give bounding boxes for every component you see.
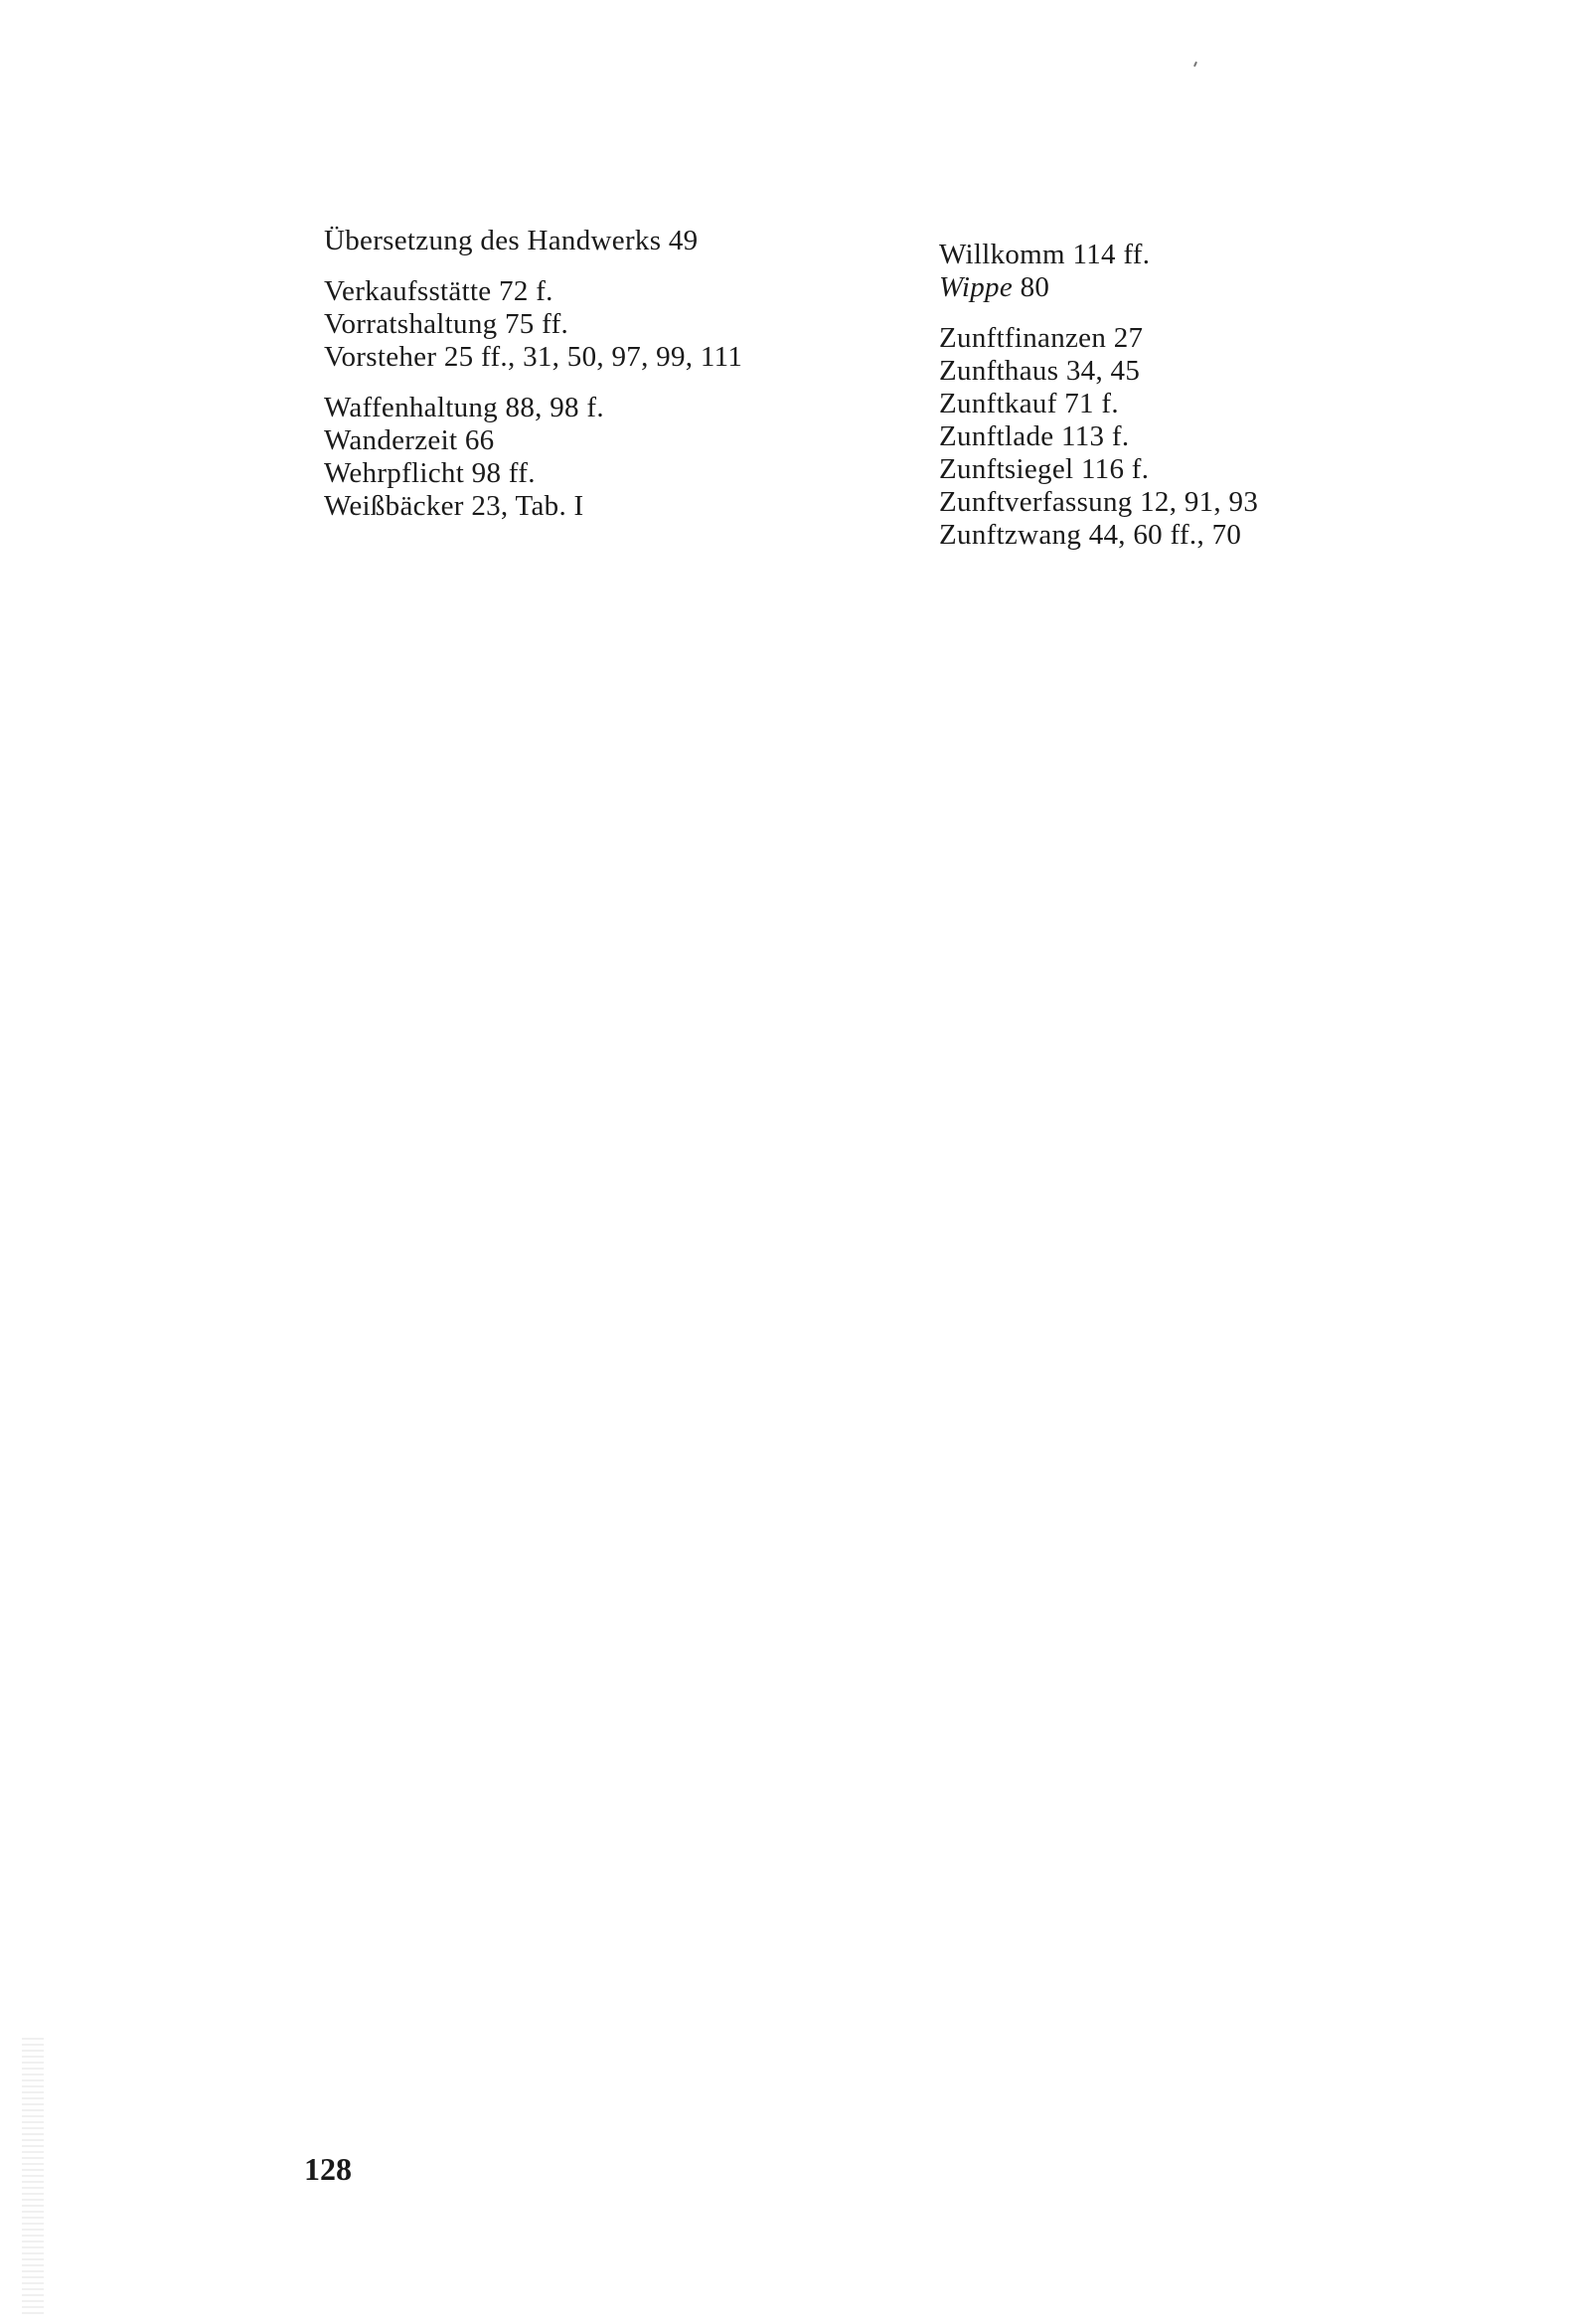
index-entry xyxy=(939,388,1496,420)
index-group xyxy=(324,225,880,257)
index-term: Weißbäcker xyxy=(324,490,464,522)
index-term: Verkaufsstätte xyxy=(324,275,492,307)
index-term: Waffenhaltung xyxy=(324,392,498,423)
index-page-refs: 80 xyxy=(1020,271,1050,303)
index-term: Vorsteher xyxy=(324,341,437,373)
scan-speck xyxy=(1193,62,1197,67)
index-page-refs: 66 xyxy=(464,424,495,456)
page-number: 128 xyxy=(304,2151,352,2187)
index-entry xyxy=(939,519,1496,552)
index-term: Übersetzung des Handwerks xyxy=(324,225,662,256)
index-entry xyxy=(324,308,880,341)
index-entry xyxy=(939,239,1496,271)
index-page-refs: 116 f. xyxy=(1080,453,1150,485)
index-page-refs: 114 ff. xyxy=(1072,239,1151,270)
index-column-left xyxy=(324,225,880,523)
index-entry xyxy=(939,486,1496,519)
index-entry xyxy=(324,275,880,308)
index-page-refs: 23, Tab. I xyxy=(471,490,584,522)
index-page-refs: 88, 98 f. xyxy=(505,392,604,423)
index-term: Zunftlade xyxy=(939,420,1054,452)
index-entry xyxy=(939,453,1496,486)
index-term: Zunftkauf xyxy=(939,388,1057,419)
index-page-refs: 34, 45 xyxy=(1065,355,1141,387)
index-page-refs: 44, 60 ff., 70 xyxy=(1088,519,1242,551)
index-term: Willkomm xyxy=(939,239,1065,270)
index-entry xyxy=(939,271,1496,304)
index-group xyxy=(939,239,1496,304)
index-page-refs: 113 f. xyxy=(1061,420,1130,452)
index-term: Wippe xyxy=(939,271,1013,303)
index-term: Wehrpflicht xyxy=(324,457,465,489)
index-entry xyxy=(324,490,880,523)
index-term: Vorratshaltung xyxy=(324,308,498,340)
index-page-refs: 27 xyxy=(1113,322,1144,354)
index-term: Wanderzeit xyxy=(324,424,458,456)
index-group xyxy=(939,322,1496,552)
index-term: Zunftsiegel xyxy=(939,453,1074,485)
index-group xyxy=(324,392,880,523)
index-term: Zunftverfassung xyxy=(939,486,1133,518)
index-page-refs: 98 ff. xyxy=(471,457,536,489)
index-page-refs: 25 ff., 31, 50, 97, 99, 111 xyxy=(443,341,743,373)
index-term: Zunfthaus xyxy=(939,355,1059,387)
scan-edge-artifact xyxy=(22,2038,44,2316)
index-entry xyxy=(324,341,880,374)
index-term: Zunftzwang xyxy=(939,519,1082,551)
index-page-refs: 72 f. xyxy=(499,275,553,307)
index-entry xyxy=(939,322,1496,355)
index-entry xyxy=(324,457,880,490)
index-entry xyxy=(939,355,1496,388)
index-term: Zunftfinanzen xyxy=(939,322,1107,354)
index-page-refs: 75 ff. xyxy=(504,308,569,340)
index-entry xyxy=(324,225,880,257)
index-group xyxy=(324,275,880,374)
index-entry xyxy=(324,392,880,424)
index-page-refs: 49 xyxy=(668,225,699,256)
index-page-refs: 71 f. xyxy=(1064,388,1119,419)
index-page-refs: 12, 91, 93 xyxy=(1140,486,1259,518)
index-column-right xyxy=(939,239,1496,552)
index-entry xyxy=(939,420,1496,453)
index-entry xyxy=(324,424,880,457)
